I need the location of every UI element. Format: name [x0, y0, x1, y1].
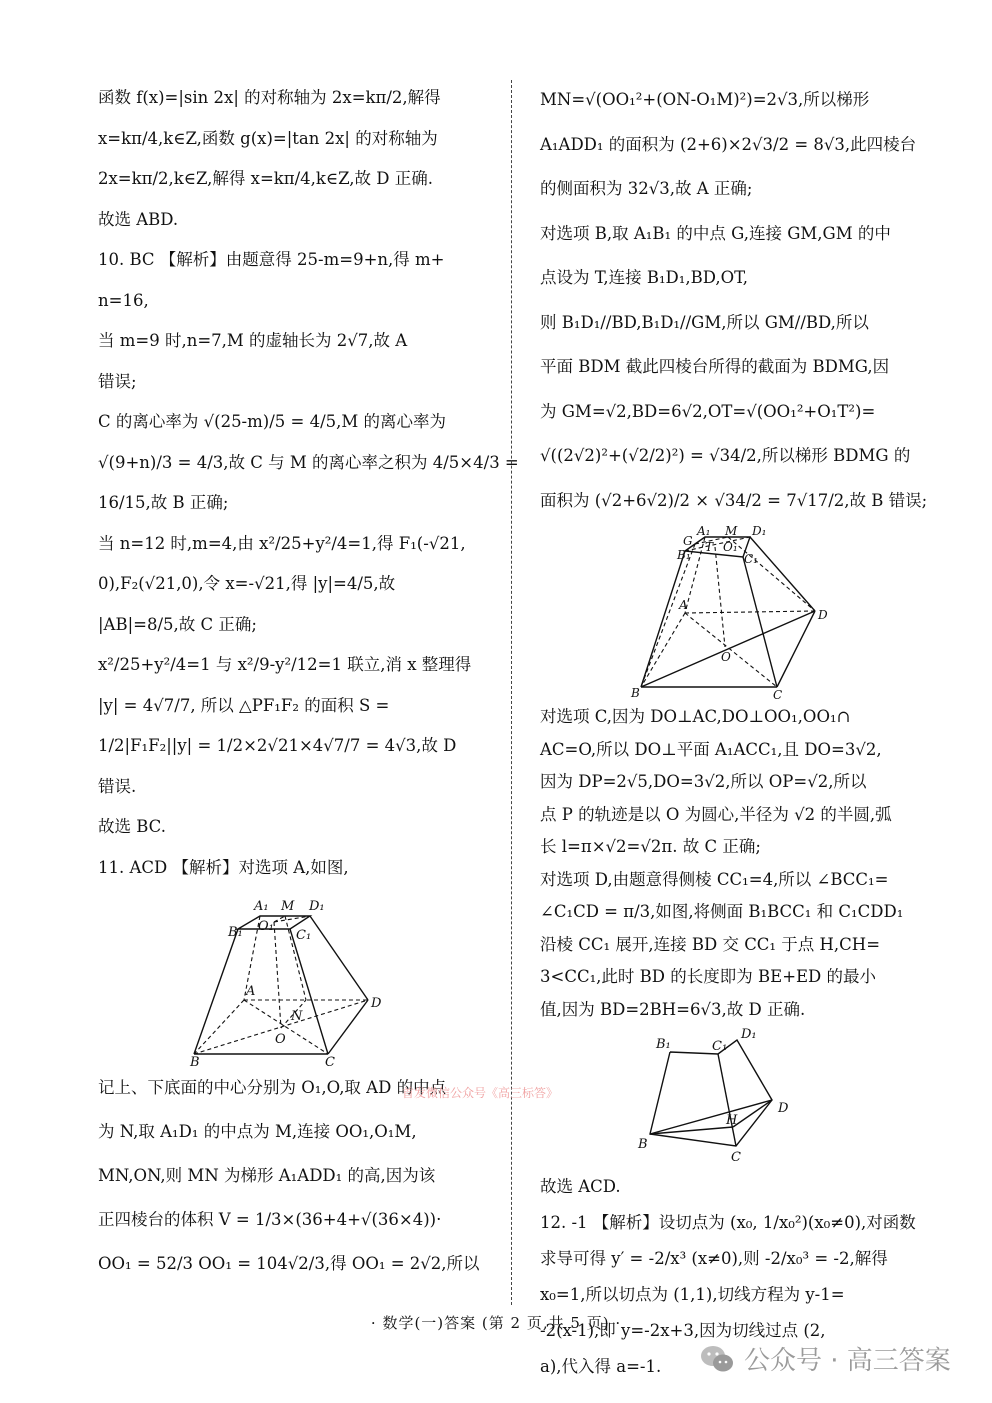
text-line: x₀=1,所以切点为 (1,1),切线方程为 y-1= [540, 1285, 845, 1304]
text-line: 值,因为 BD=2BH=6√3,故 D 正确. [540, 999, 806, 1019]
text-line: 10. BC 【解析】由题意得 25-m=9+n,得 m+ [98, 250, 445, 269]
text-line: 沿棱 CC₁ 展开,连接 BD 交 CC₁ 于点 H,CH= [540, 934, 881, 954]
figure-unfold-d [630, 1027, 860, 1165]
left-column [98, 78, 519, 1286]
svg-text:A₁: A₁ [697, 524, 711, 538]
svg-text:N: N [291, 1009, 303, 1024]
text-line: 当 n=12 时,m=4,由 x²/25+y²/4=1,得 F₁(-√21, [98, 533, 466, 553]
text-line: 函数 f(x)=|sin 2x| 的对称轴为 2x=kπ/2,解得 [98, 88, 441, 107]
text-line: 16/15,故 B 正确; [98, 493, 229, 512]
svg-text:O₁: O₁ [258, 919, 274, 934]
text-line: 求导可得 y′ = -2/x³ (x≠0),则 -2/x₀³ = -2,解得 [540, 1249, 888, 1268]
svg-text:O: O [721, 650, 731, 664]
svg-text:M: M [281, 899, 295, 914]
svg-text:D₁: D₁ [752, 524, 767, 538]
svg-text:C: C [773, 688, 783, 702]
text-line: 点 P 的轨迹是以 O 为圆心,半径为 √2 的半圆,弧 [540, 804, 892, 824]
text-line: 则 B₁D₁//BD,B₁D₁//GM,所以 GM//BD,所以 [540, 312, 869, 332]
text-line: √((2√2)²+(√2/2)²) = √34/2,所以梯形 BDMG 的 [540, 446, 911, 465]
svg-text:D: D [818, 608, 828, 622]
text-line: 点设为 T,连接 B₁D₁,BD,OT, [540, 268, 749, 287]
right-column [540, 78, 928, 1385]
svg-text:B: B [638, 1137, 648, 1152]
wechat-watermark-text: 公众号 · 高三答案 [744, 1346, 951, 1376]
svg-text:D: D [778, 1101, 789, 1116]
text-line: 记上、下底面的中心分别为 O₁,O,取 AD 的中点 [98, 1078, 447, 1097]
text-line: 错误; [98, 371, 137, 391]
svg-text:C: C [325, 1055, 335, 1070]
text-line: 对选项 B,取 A₁B₁ 的中点 G,连接 GM,GM 的中 [540, 223, 891, 243]
text-line: 平面 BDM 截此四棱台所得的截面为 BDMG,因 [540, 357, 890, 376]
text-line: 面积为 (√2+6√2)/2 × √34/2 = 7√17/2,故 B 错误; [540, 490, 928, 510]
text-line: 2x=kπ/2,k∈Z,解得 x=kπ/4,k∈Z,故 D 正确. [98, 169, 434, 188]
wechat-icon [700, 1344, 734, 1374]
svg-text:C₁: C₁ [712, 1039, 728, 1054]
text-line: -2(x-1),即 y=-2x+3,因为切线过点 (2, [540, 1321, 826, 1340]
text-line: 当 m=9 时,n=7,M 的虚轴长为 2√7,故 A [98, 331, 408, 350]
svg-text:A: A [679, 598, 688, 612]
text-line: OO₁ = 52/3 OO₁ = 104√2/3,得 OO₁ = 2√2,所以 [98, 1254, 480, 1273]
svg-text:B₁: B₁ [656, 1037, 671, 1052]
svg-text:A₁: A₁ [254, 899, 269, 914]
svg-text:A: A [246, 984, 256, 999]
text-line: 对选项 C,因为 DO⊥AC,DO⊥OO₁,OO₁∩ [540, 707, 851, 726]
text-line: 长 l=π×√2=√2π. 故 C 正确; [540, 837, 761, 856]
text-line: ∠C₁CD = π/3,如图,将侧面 B₁BCC₁ 和 C₁CDD₁ [540, 902, 904, 921]
wechat-watermark [700, 1340, 951, 1377]
text-line: 错误. [98, 776, 137, 796]
svg-text:B: B [631, 686, 640, 700]
text-line: |AB|=8/5,故 C 正确; [98, 614, 257, 634]
text-line: AC=O,所以 DO⊥平面 A₁ACC₁,且 DO=3√2, [540, 739, 882, 759]
text-line: n=16, [98, 290, 149, 310]
text-line: 故选 ABD. [98, 209, 179, 229]
text-line: MN,ON,则 MN 为梯形 A₁ADD₁ 的高,因为该 [98, 1166, 436, 1185]
svg-text:B₁: B₁ [228, 925, 243, 940]
figure-frustum-b [625, 524, 915, 702]
svg-text:C: C [731, 1150, 741, 1165]
text-line: 的侧面积为 32√3,故 A 正确; [540, 179, 753, 198]
text-line: 故选 ACD. [540, 1177, 621, 1196]
svg-text:C₁: C₁ [744, 552, 758, 566]
text-line: MN=√(OO₁²+(ON-O₁M)²)=2√3,所以梯形 [540, 90, 870, 109]
svg-text:B₁: B₁ [677, 548, 691, 562]
text-line: 正四棱台的体积 V = 1/3×(36+4+√(36×4))· [98, 1210, 442, 1229]
text-line: 1/2|F₁F₂||y| = 1/2×2√21×4√7/7 = 4√3,故 D [98, 736, 457, 755]
text-line: 因为 DP=2√5,DO=3√2,所以 OP=√2,所以 [540, 772, 867, 791]
text-line: 12. -1 【解析】设切点为 (x₀, 1/x₀²)(x₀≠0),对函数 [540, 1213, 916, 1232]
column-divider [511, 80, 512, 1305]
svg-text:G: G [683, 534, 693, 548]
svg-text:D₁: D₁ [741, 1027, 757, 1042]
text-line: |y| = 4√7/7, 所以 △PF₁F₂ 的面积 S = [98, 695, 390, 715]
text-line: x²/25+y²/4=1 与 x²/9-y²/12=1 联立,消 x 整理得 [98, 655, 472, 674]
svg-text:C₁: C₁ [296, 928, 312, 943]
text-line: 0),F₂(√21,0),令 x=-√21,得 |y|=4/5,故 [98, 574, 396, 593]
text-line: C 的离心率为 √(25-m)/5 = 4/5,M 的离心率为 [98, 412, 447, 431]
text-line: 3<CC₁,此时 BD 的长度即为 BE+ED 的最小 [540, 967, 877, 986]
figure-frustum-a [188, 892, 488, 1070]
text-line: a),代入得 a=-1. [540, 1357, 662, 1376]
text-line: 故选 BC. [98, 817, 166, 836]
svg-text:D₁: D₁ [309, 899, 325, 914]
text-line: √(9+n)/3 = 4/3,故 C 与 M 的离心率之积为 4/5×4/3 = [98, 452, 519, 472]
svg-text:M: M [725, 524, 738, 538]
svg-text:D: D [371, 996, 382, 1011]
svg-text:O₁: O₁ [723, 540, 738, 554]
text-line: 11. ACD 【解析】对选项 A,如图, [98, 857, 349, 877]
page-footer: · 数学(一)答案 (第 2 页,共 5 页) · [370, 1314, 622, 1332]
svg-text:H: H [726, 1113, 738, 1128]
svg-text:B: B [190, 1055, 200, 1070]
text-line: 为 N,取 A₁D₁ 的中点为 M,连接 OO₁,O₁M, [98, 1122, 417, 1141]
svg-text:T: T [705, 540, 714, 554]
text-line: 对选项 D,由题意得侧棱 CC₁=4,所以 ∠BCC₁= [540, 869, 889, 889]
text-line: 为 GM=√2,BD=6√2,OT=√(OO₁²+O₁T²)= [540, 401, 876, 421]
svg-text:O: O [275, 1032, 286, 1047]
watermark-red: 首发微信公众号《高三标答》 [402, 1086, 559, 1100]
text-line: x=kπ/4,k∈Z,函数 g(x)=|tan 2x| 的对称轴为 [98, 128, 438, 148]
text-line: A₁ADD₁ 的面积为 (2+6)×2√3/2 = 8√3,此四棱台 [540, 134, 917, 154]
